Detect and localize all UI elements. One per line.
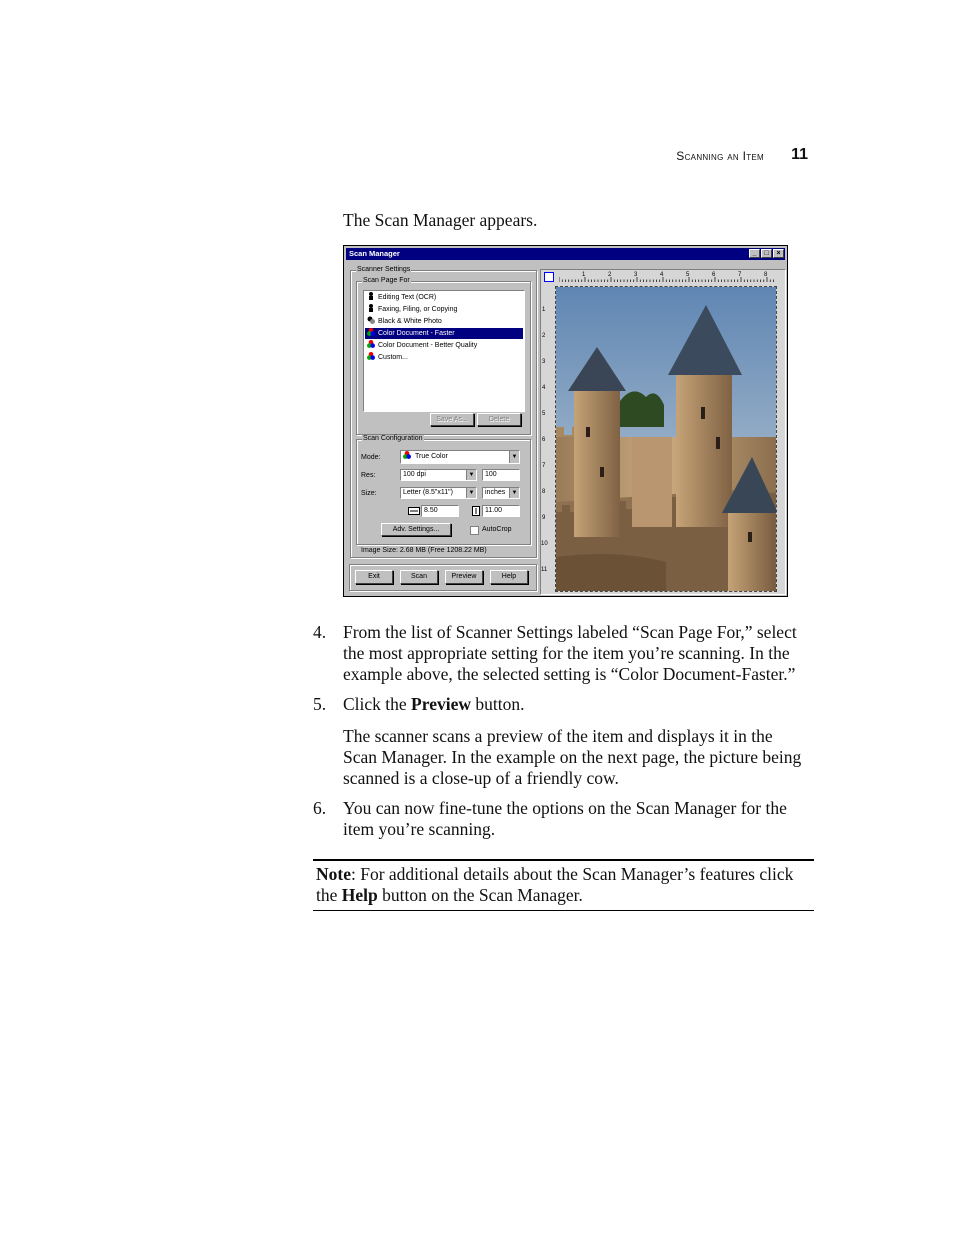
ruler-top-label: 5 <box>686 272 690 278</box>
autocrop-checkbox[interactable] <box>470 526 479 535</box>
scan-page-for-label: Scan Page For <box>363 277 410 284</box>
res-input[interactable]: 100 <box>482 469 520 481</box>
list-item[interactable]: Faxing, Filing, or Copying <box>367 304 457 315</box>
header-title: Scanning an Item <box>676 149 764 163</box>
close-button[interactable]: × <box>773 249 784 258</box>
width-icon <box>408 507 420 515</box>
bw-figure-icon <box>367 292 375 300</box>
color-dots-icon <box>403 451 411 459</box>
height-icon <box>472 506 480 516</box>
ruler-left-label: 6 <box>542 437 546 443</box>
ruler-top-label: 4 <box>660 272 664 278</box>
preview-pane[interactable] <box>540 269 786 595</box>
step-number: 4. <box>313 622 327 642</box>
chevron-down-icon[interactable]: ▼ <box>509 451 519 463</box>
ruler-left-label: 5 <box>542 411 546 417</box>
step-text: The scanner scans a preview of the item and displays it in the Scan Manager. In the example on the next page, the picture being scanned is a close-up of a friendly cow. <box>343 726 802 788</box>
adv-settings-button[interactable]: Adv. Settings... <box>381 523 451 536</box>
ruler-top-label: 3 <box>634 272 638 278</box>
ruler-top-label: 1 <box>582 272 586 278</box>
page-number: 11 <box>791 146 808 163</box>
step-text: From the list of Scanner Settings labeled “Scan Page For,” select the most appropriate setting for the item you’re scanning. In the example above, the selected setting is “Color Document-Faster.” <box>343 622 797 684</box>
ruler-left-label: 11 <box>541 567 548 573</box>
intro-text: The Scan Manager appears. <box>343 210 538 230</box>
ruler-top-label: 8 <box>764 272 768 278</box>
size-dropdown[interactable]: Letter (8.5"x11") ▼ <box>400 487 477 499</box>
step-number: 6. <box>313 798 327 818</box>
image-size-text: Image Size: 2.68 MB (Free 1208.22 MB) <box>361 547 487 554</box>
size-label: Size: <box>361 490 377 497</box>
step-number: 5. <box>313 694 327 714</box>
ruler-top-label: 2 <box>608 272 612 278</box>
autocrop-label: AutoCrop <box>482 526 512 533</box>
preview-button[interactable]: Preview <box>445 570 483 584</box>
ruler-left-label: 9 <box>542 515 546 521</box>
chevron-down-icon[interactable]: ▼ <box>466 470 476 480</box>
bw-photo-icon <box>367 316 375 324</box>
note-text: Note: For additional details about the Scan Manager’s features click the Help button on the Scan Manager. <box>316 864 794 905</box>
scan-page-for-list[interactable] <box>363 290 525 412</box>
step-text: You can now fine-tune the options on the Scan Manager for the item you’re scanning. <box>343 798 787 839</box>
ruler-left <box>541 286 555 586</box>
help-button[interactable]: Help <box>490 570 528 584</box>
ruler-left-label: 7 <box>542 463 546 469</box>
note-box <box>313 859 814 911</box>
res-label: Res: <box>361 472 376 479</box>
castle-preview-image[interactable] <box>555 286 777 592</box>
exit-button[interactable]: Exit <box>355 570 393 584</box>
res-dropdown[interactable]: 100 dpi ▼ <box>400 469 477 481</box>
ruler-left-label: 8 <box>542 489 546 495</box>
height-input[interactable]: 11.00 <box>482 505 520 517</box>
mode-label: Mode: <box>361 454 381 461</box>
ruler-left-label: 4 <box>542 385 546 391</box>
delete-button[interactable]: Delete <box>477 413 521 426</box>
select-tool-icon[interactable] <box>544 272 554 282</box>
width-input[interactable]: 8.50 <box>421 505 459 517</box>
chevron-down-icon[interactable]: ▼ <box>509 488 519 498</box>
chevron-down-icon[interactable]: ▼ <box>466 488 476 498</box>
list-item[interactable]: Color Document - Better Quality <box>367 340 477 351</box>
ruler-left-label: 1 <box>542 307 546 313</box>
maximize-button[interactable]: □ <box>761 249 772 258</box>
list-item[interactable]: Black & White Photo <box>367 316 442 327</box>
scan-button[interactable]: Scan <box>400 570 438 584</box>
list-item[interactable]: Custom... <box>367 352 408 363</box>
list-item[interactable]: Editing Text (OCR) <box>367 292 436 303</box>
color-dots-icon <box>367 340 375 348</box>
list-item-selected[interactable]: Color Document - Faster <box>365 328 523 339</box>
color-dots-icon <box>367 352 375 360</box>
ruler-top-label: 7 <box>738 272 742 278</box>
mode-dropdown[interactable]: True Color ▼ <box>400 450 520 464</box>
bw-figure-icon <box>367 304 375 312</box>
color-dots-icon <box>367 328 375 336</box>
title-bar <box>346 248 785 260</box>
window-title: Scan Manager <box>349 249 400 258</box>
running-header <box>600 146 810 168</box>
scan-configuration-label: Scan Configuration <box>363 435 423 442</box>
ruler-top-label: 6 <box>712 272 716 278</box>
ruler-left-label: 2 <box>542 333 546 339</box>
scanner-settings-label: Scanner Settings <box>357 266 411 273</box>
scan-manager-window <box>343 245 788 597</box>
step-text: Click the Preview button. <box>343 694 525 714</box>
save-as-button[interactable]: Save As... <box>430 413 474 426</box>
ruler-left-label: 3 <box>542 359 546 365</box>
ruler-top <box>559 272 779 282</box>
unit-dropdown[interactable]: inches ▼ <box>482 487 520 499</box>
ruler-left-label: 10 <box>541 541 548 547</box>
minimize-button[interactable]: _ <box>749 249 760 258</box>
